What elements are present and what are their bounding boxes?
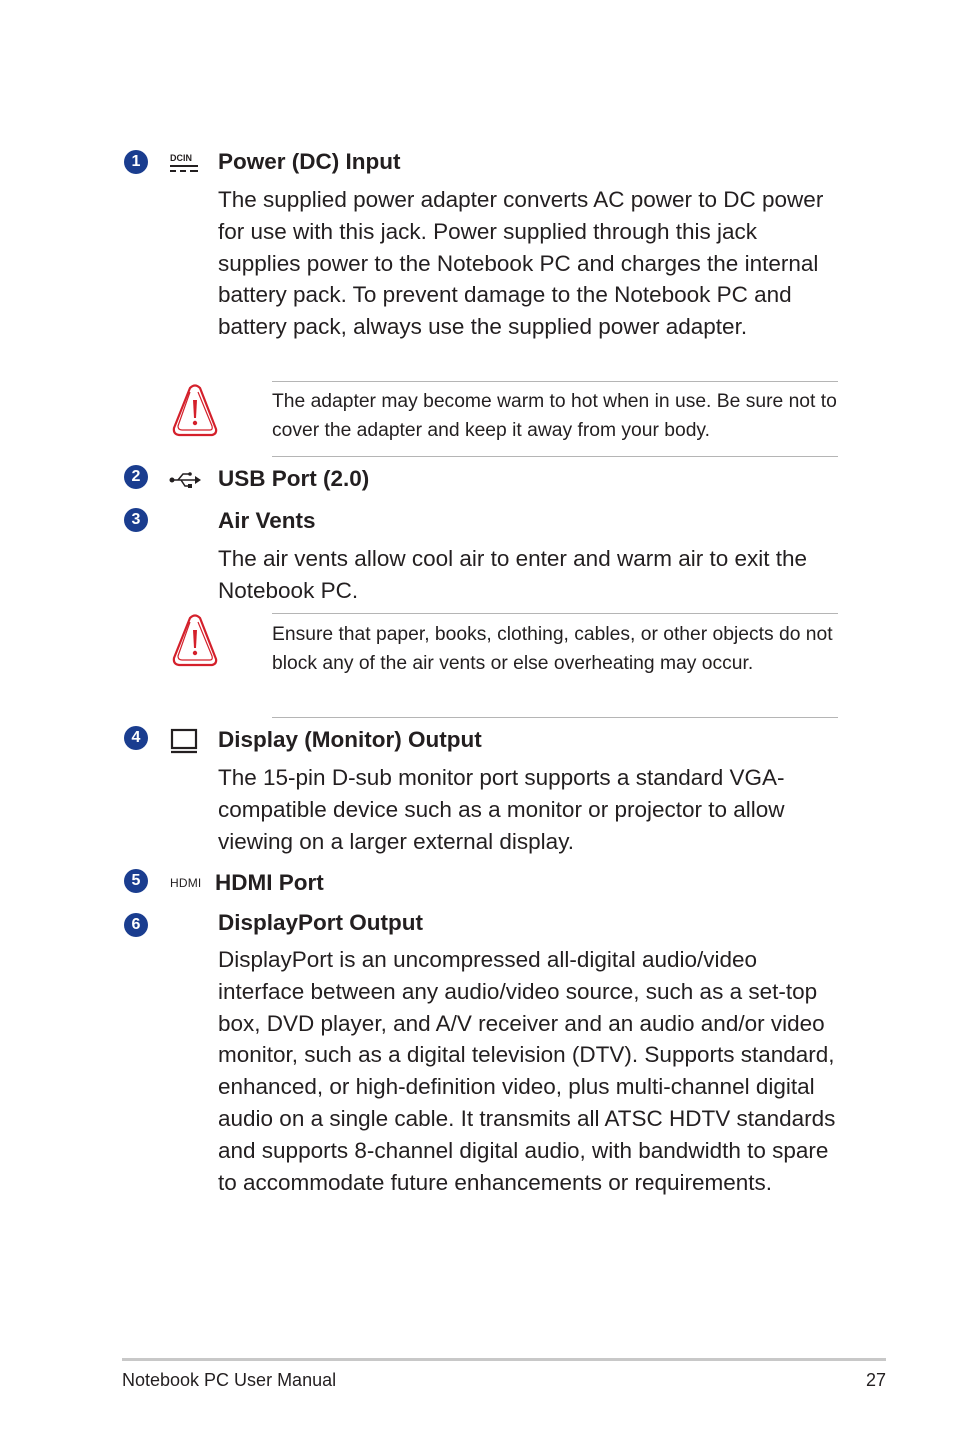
warning-divider-top bbox=[272, 613, 838, 614]
item-number-badge: 2 bbox=[124, 465, 148, 489]
section-title: Air Vents bbox=[218, 508, 316, 533]
item-number-badge: 3 bbox=[124, 508, 148, 532]
section-title: Power (DC) Input bbox=[218, 149, 401, 174]
warning-text: The adapter may become warm to hot when in use. Be sure not to cover the adapter and keep it away from your body. bbox=[272, 391, 837, 441]
hdmi-icon: HDMI bbox=[170, 876, 202, 890]
dc-in-icon bbox=[168, 152, 200, 181]
item-number-badge: 4 bbox=[124, 726, 148, 750]
warning-icon bbox=[170, 384, 218, 443]
section-body: DisplayPort is an uncompressed all-digital audio/video interface between any audio/video source, such as a set-top box, DVD player, and A/V receiver and an audio and/or video monitor, such as a digital television (DTV). Supports standard, enhanced, or high-definition video, plus multi-channel digital audio on a single cable. It transmits all ATSC HDTV standards and supports 8-channel digital audio, with bandwidth to spare to accommodate future enhancements or requirements. bbox=[218, 947, 836, 1195]
item-number-badge: 5 bbox=[124, 869, 148, 893]
warning-divider-bottom bbox=[272, 717, 838, 718]
item-number-badge: 6 bbox=[124, 913, 148, 937]
section-title: Display (Monitor) Output bbox=[218, 727, 482, 752]
footer-manual-title: Notebook PC User Manual bbox=[122, 1370, 337, 1390]
section-body: The air vents allow cool air to enter and warm air to exit the Notebook PC. bbox=[218, 546, 808, 603]
section-title: USB Port (2.0) bbox=[218, 466, 370, 491]
warning-icon bbox=[170, 614, 218, 673]
page-number: 27 bbox=[866, 1370, 887, 1390]
section-title: HDMI Port bbox=[215, 870, 324, 895]
footer-divider bbox=[122, 1358, 886, 1361]
item-number-badge: 1 bbox=[124, 150, 148, 174]
section-title: DisplayPort Output bbox=[218, 910, 424, 935]
warning-text: Ensure that paper, books, clothing, cables, or other objects do not block any of the air vents or else overheating may occur. bbox=[272, 624, 833, 674]
warning-divider-bottom bbox=[272, 456, 838, 457]
usb-icon bbox=[168, 470, 202, 495]
warning-divider-top bbox=[272, 381, 838, 382]
section-body: The 15-pin D-sub monitor port supports a standard VGA-compatible device such as a monitor or projector to allow viewing on a larger external display. bbox=[218, 765, 785, 854]
section-body: The supplied power adapter converts AC power to DC power for use with this jack. Power supplied through this jack supplies power to the Notebook PC and charges the internal battery pack. To prevent damage to the Notebook PC and battery pack, always use the supplied power adapter. bbox=[218, 187, 824, 340]
monitor-icon bbox=[168, 728, 200, 759]
dc-in-icon-label: DCIN bbox=[170, 153, 192, 163]
